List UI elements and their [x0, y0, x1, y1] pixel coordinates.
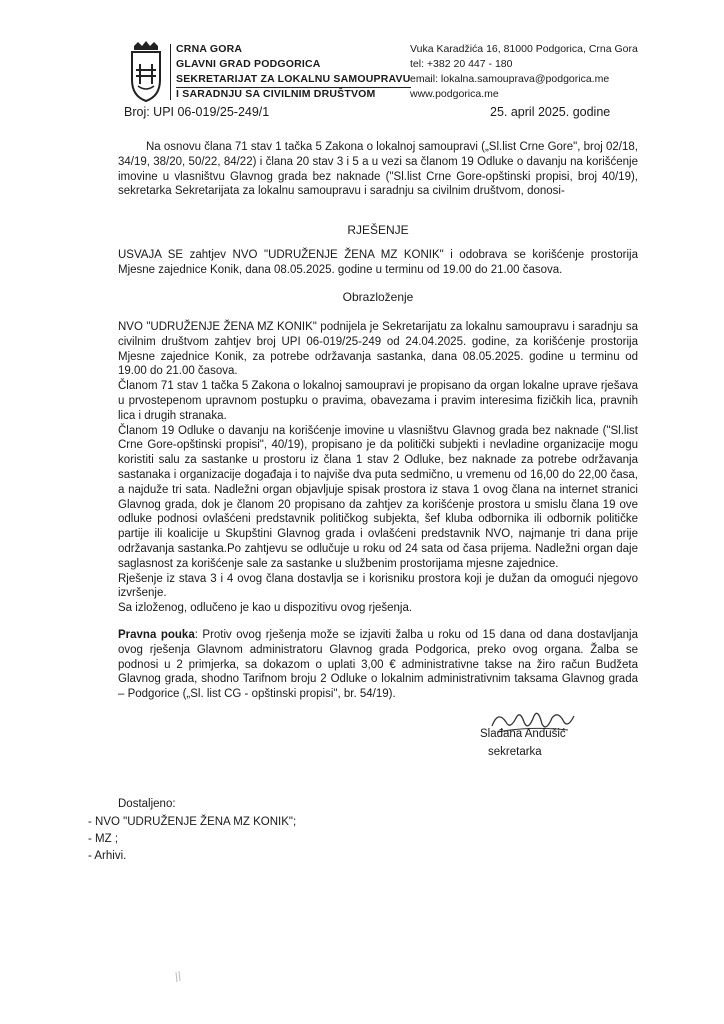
- distribution-list: [88, 814, 296, 865]
- contact-email: email: lokalna.samouprava@podgorica.me: [410, 73, 610, 85]
- preamble: Na osnovu člana 71 stav 1 tačka 5 Zakona o lokalnoj samoupravi („Sl.list Crne Gore", broj 02/18, 34/19, 38/20, 50/22, 84/22) i člana 20 stav 3 i 5 a u vezi sa članom 19 Odluke o davanju na korišćenje imovine u vlasništvu Glavnog grada bez naknade ("Sl.list Crne Gore-opštinski propisi, broj 40/19), sekretarka Sekretarijata za lokalnu samoupravu i saradnju sa civilnim društvom, donosi-: [118, 141, 638, 198]
- reasoning-paragraph-4: Rješenje iz stava 3 i 4 ovog člana dostavlja se i korisniku prostora koji je dužan da omogući njegovo izvršenje.: [118, 572, 638, 600]
- legal-remedy-lead: Pravna pouka: [118, 629, 195, 641]
- coat-of-arms-icon: [128, 40, 164, 102]
- distribution-item-archive: - Arhivi.: [88, 850, 127, 862]
- contact-address: Vuka Karadžića 16, 81000 Podgorica, Crna Gora: [410, 43, 638, 55]
- distribution-item-mz: - MZ ;: [88, 833, 119, 845]
- reasoning-title: Obrazloženje: [342, 290, 414, 304]
- distribution-heading: Dostaljeno:: [118, 798, 176, 810]
- header-organization: [176, 42, 411, 102]
- contact-website: www.podgorica.me: [410, 88, 499, 100]
- header-divider: [170, 44, 171, 100]
- decision-text: [118, 248, 638, 278]
- org-line-city: GLAVNI GRAD PODGORICA: [176, 58, 321, 70]
- reasoning-paragraph-3: Članom 19 Odluke o davanju na korišćenje imovine u vlasništvu Glavnog grada bez naknade ("Sl.list Crne Gore-opštinski propisi", 40/19), propisano je da politički subjekti i nevladine organizacije mogu koristiti salu za sastanke u prostoru iz člana 1 stav 2 Odluke, bez naknade za potrebe održavanja sastanaka i organizacije događaja i to najviše dva puta sedmično, u vremenu od 16,00 do 22,00 časa, a najduže tri sata. Nadležni organ objavljuje spisak prostora iz stava 1 ovog člana na internet stranici Glavnog grada, dok je članom 20 propisano da zahtjev za korišćenje prostora u smislu člana 19 ove odluke podnosi ovlašćeni predstavnik političkog subjekta, šef kluba odbornika ili odbornik političke partije ili koalicije u Skupštini Glavnog grada i ovlašćeni predstavnik NVO, najmanje tri dana prije održavanja sastanka.Po zahtjevu se odlučuje u roku od 24 sata od časa prijema. Nadležni organ daje saglasnost za korišćenje sale za sastanke u službenim prostorijama mjesne zajednice.: [118, 424, 638, 570]
- signatory-name: Slađana Andušić: [480, 728, 566, 740]
- document-date: 25. april 2025. godine: [490, 105, 611, 119]
- decision-lead: USVAJA SE: [118, 249, 184, 261]
- reference-number: Broj: UPI 06-019/25-249/1: [124, 105, 270, 119]
- org-line-country: CRNA GORA: [176, 43, 243, 55]
- reasoning-paragraph-5: Sa izloženog, odlučeno je kao u dispozitivu ovog rješenja.: [118, 602, 413, 615]
- contact-phone: tel: +382 20 447 - 180: [410, 58, 513, 70]
- header-contact: [410, 42, 638, 102]
- scan-mark: [174, 970, 182, 984]
- reasoning-block: [118, 320, 638, 616]
- legal-remedy: [118, 628, 638, 702]
- legal-remedy-body: : Protiv ovog rješenja može se izjaviti žalba u roku od 15 dana od dana dostavljanja ovog rješenja Glavnom administratoru Glavnog grada Podgorica, preko ovog organa. Žalba se podnosi u 2 primjerka, sa dokazom o uplati 3,00 € administrativne takse na žiro račun Budžeta Glavnog grada, shodno Tarifnom broju 2 Odluke o lokalnim administrativnim taksama Glavnog grada – Podgorice („Sl. list CG - opštinski propisi", br. 54/19).: [118, 629, 638, 701]
- reasoning-paragraph-1: NVO "UDRUŽENJE ŽENA MZ KONIK" podnijela je Sekretarijatu za lokalnu samoupravu i saradnju sa civilnim društvom zahtjev broj UPI 06-019/25-249 od 24.04.2025. godine, za korišćenje prostorija Mjesne zajednice Konik, za potrebe održavanja sastanka, dana 08.05.2025. godine u terminu od 19.00 do 21.00 časova.: [118, 321, 638, 378]
- reasoning-paragraph-2: Članom 71 stav 1 tačka 5 Zakona o lokalnoj samoupravi je propisano da organ lokalne uprave rješava u prvostepenom upravnom postupku o pravima, obavezama i pravim interesima fizičkih lica, pravnih lica i drugih stranaka.: [118, 380, 638, 422]
- decision-body: zahtjev NVO "UDRUŽENJE ŽENA MZ KONIK" i odobrava se korišćenje prostorija Mjesne zajednice Konik, dana 08.05.2025. godine u terminu od 19.00 do 21.00 časova.: [118, 249, 638, 276]
- org-line-secretariat-2: I SARADNJU SA CIVILNIM DRUŠTVOM: [176, 88, 376, 100]
- distribution-item-ngo: - NVO "UDRUŽENJE ŽENA MZ KONIK";: [88, 816, 297, 828]
- org-line-secretariat: SEKRETARIJAT ZA LOKALNU SAMOUPRAVU: [176, 72, 411, 88]
- decision-title: RJEŠENJE: [347, 223, 409, 237]
- signatory-title: sekretarka: [488, 746, 542, 758]
